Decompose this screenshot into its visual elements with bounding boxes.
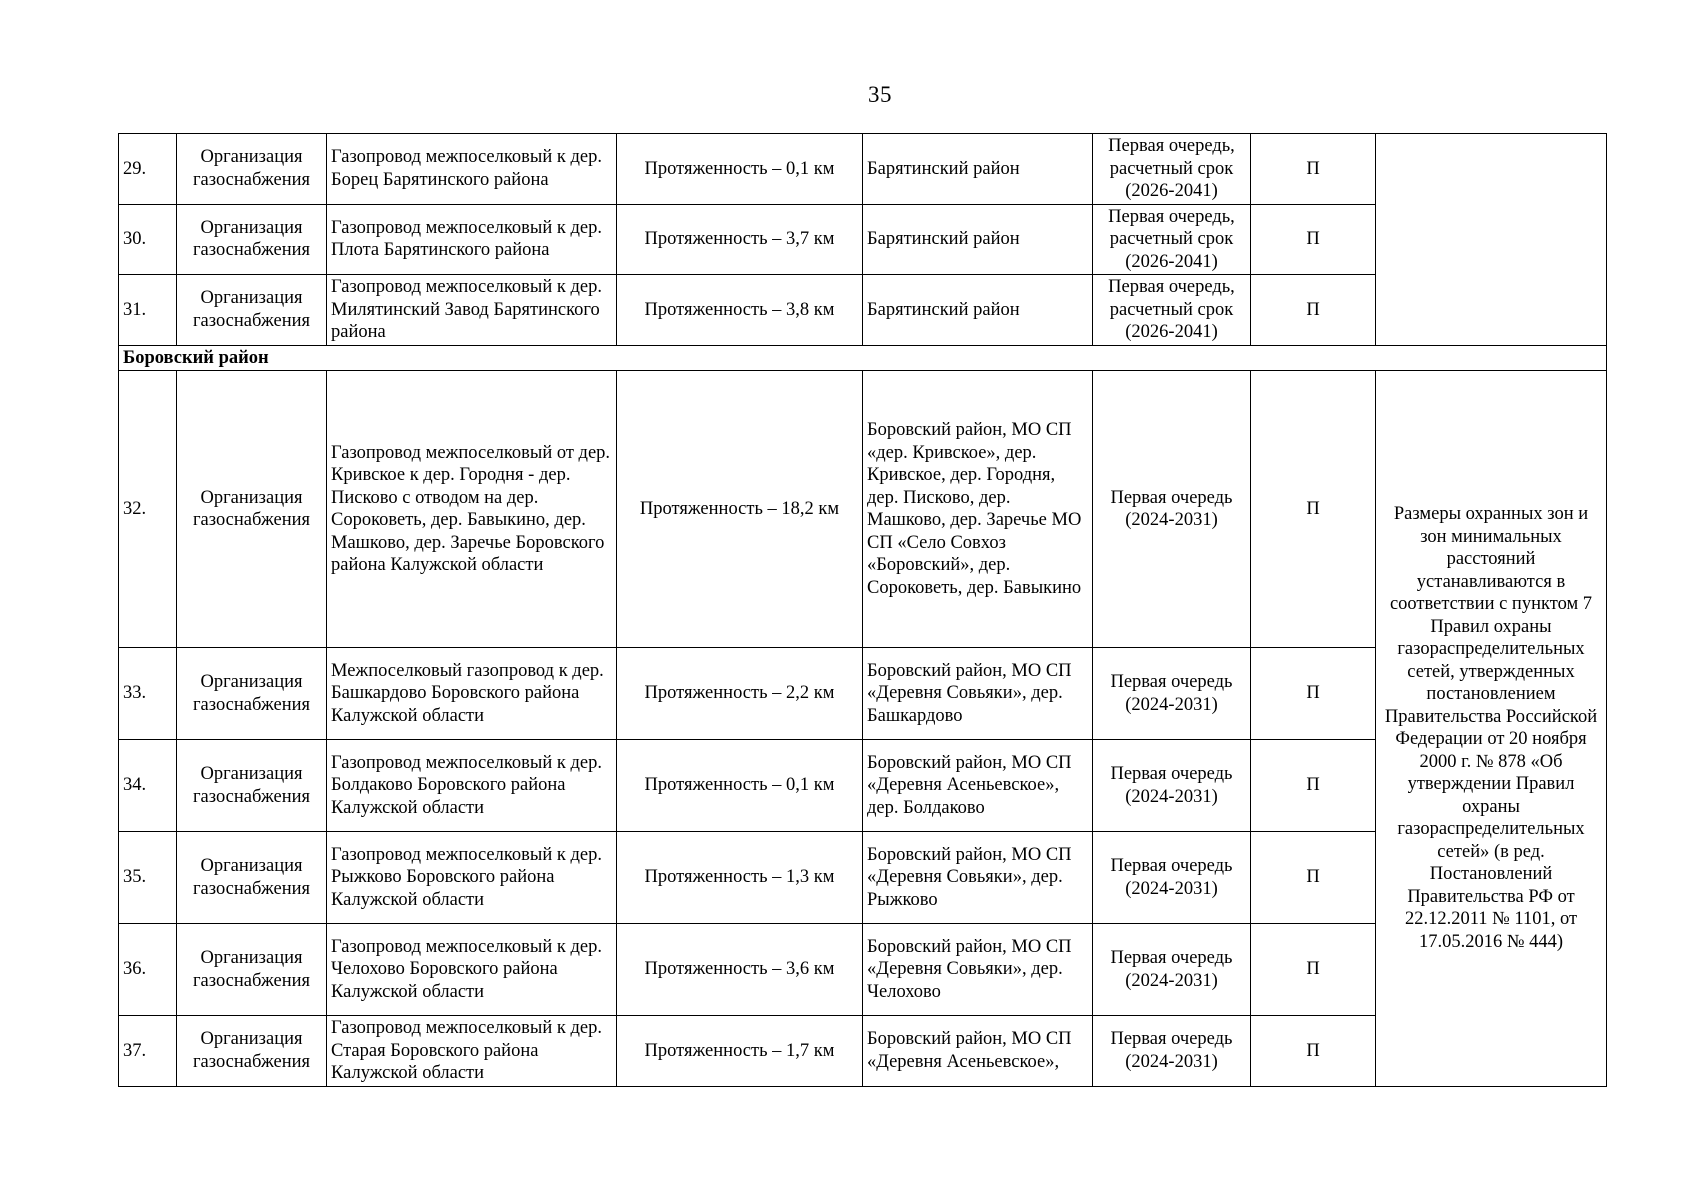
stage-cell: Первая очередь, расчетный срок (2026-2041) xyxy=(1093,134,1251,205)
object-name-cell: Газопровод межпоселковый к дер. Старая Боровского района Калужской области xyxy=(327,1016,617,1087)
organization-cell: Организация газоснабжения xyxy=(177,648,327,740)
row-number: 31. xyxy=(119,275,177,346)
status-cell: П xyxy=(1251,134,1376,205)
row-number: 35. xyxy=(119,832,177,924)
object-name-cell: Газопровод межпоселковый к дер. Челохово Боровского района Калужской области xyxy=(327,924,617,1016)
organization-cell: Организация газоснабжения xyxy=(177,204,327,275)
organization-cell: Организация газоснабжения xyxy=(177,134,327,205)
length-cell: Протяженность – 3,7 км xyxy=(617,204,863,275)
row-number: 36. xyxy=(119,924,177,1016)
length-cell: Протяженность – 18,2 км xyxy=(617,371,863,648)
table-row xyxy=(119,371,1607,648)
stage-cell: Первая очередь (2024-2031) xyxy=(1093,832,1251,924)
stage-cell: Первая очередь (2024-2031) xyxy=(1093,924,1251,1016)
location-cell: Боровский район, МО СП «Деревня Совьяки», дер. Челохово xyxy=(863,924,1093,1016)
row-number: 37. xyxy=(119,1016,177,1087)
location-cell: Боровский район, МО СП «дер. Кривское», дер. Кривское, дер. Городня, дер. Писково, дер. Машково, дер. Заречье МО СП «Село Совхоз «Боровский», дер. Сороковеть, дер. Бавыкино xyxy=(863,371,1093,648)
section-row xyxy=(119,345,1607,371)
length-cell: Протяженность – 3,6 км xyxy=(617,924,863,1016)
object-name-cell: Межпоселковый газопровод к дер. Башкардово Боровского района Калужской области xyxy=(327,648,617,740)
gas-pipeline-table xyxy=(118,133,1607,1087)
status-cell: П xyxy=(1251,275,1376,346)
status-cell: П xyxy=(1251,924,1376,1016)
organization-cell: Организация газоснабжения xyxy=(177,924,327,1016)
length-cell: Протяженность – 3,8 км xyxy=(617,275,863,346)
stage-cell: Первая очередь (2024-2031) xyxy=(1093,371,1251,648)
row-number: 32. xyxy=(119,371,177,648)
location-cell: Боровский район, МО СП «Деревня Совьяки», дер. Рыжково xyxy=(863,832,1093,924)
location-cell: Боровский район, МО СП «Деревня Асеньевское», дер. Болдаково xyxy=(863,740,1093,832)
object-name-cell: Газопровод межпоселковый к дер. Борец Барятинского района xyxy=(327,134,617,205)
empty-note-cell xyxy=(1376,134,1607,346)
stage-cell: Первая очередь (2024-2031) xyxy=(1093,1016,1251,1087)
status-cell: П xyxy=(1251,1016,1376,1087)
object-name-cell: Газопровод межпоселковый к дер. Болдаково Боровского района Калужской области xyxy=(327,740,617,832)
stage-cell: Первая очередь, расчетный срок (2026-2041) xyxy=(1093,204,1251,275)
status-cell: П xyxy=(1251,371,1376,648)
location-cell: Боровский район, МО СП «Деревня Асеньевское», xyxy=(863,1016,1093,1087)
length-cell: Протяженность – 2,2 км xyxy=(617,648,863,740)
row-number: 34. xyxy=(119,740,177,832)
organization-cell: Организация газоснабжения xyxy=(177,371,327,648)
length-cell: Протяженность – 0,1 км xyxy=(617,740,863,832)
length-cell: Протяженность – 1,3 км xyxy=(617,832,863,924)
row-number: 33. xyxy=(119,648,177,740)
location-cell: Барятинский район xyxy=(863,134,1093,205)
protection-note-cell: Размеры охранных зон и зон минимальных расстояний устанавливаются в соответствии с пунктом 7 Правил охраны газораспределительных сетей, утвержденных постановлением Правительства Российской Федерации от 20 ноября 2000 г. № 878 «Об утверждении Правил охраны газораспределительных сетей» (в ред. Постановлений Правительства РФ от 22.12.2011 № 1101, от 17.05.2016 № 444) xyxy=(1376,371,1607,1087)
row-number: 30. xyxy=(119,204,177,275)
location-cell: Барятинский район xyxy=(863,275,1093,346)
table-row xyxy=(119,134,1607,205)
stage-cell: Первая очередь (2024-2031) xyxy=(1093,648,1251,740)
status-cell: П xyxy=(1251,740,1376,832)
length-cell: Протяженность – 1,7 км xyxy=(617,1016,863,1087)
length-cell: Протяженность – 0,1 км xyxy=(617,134,863,205)
row-number: 29. xyxy=(119,134,177,205)
object-name-cell: Газопровод межпоселковый к дер. Рыжково Боровского района Калужской области xyxy=(327,832,617,924)
object-name-cell: Газопровод межпоселковый к дер. Милятинский Завод Барятинского района xyxy=(327,275,617,346)
organization-cell: Организация газоснабжения xyxy=(177,275,327,346)
organization-cell: Организация газоснабжения xyxy=(177,1016,327,1087)
location-cell: Боровский район, МО СП «Деревня Совьяки», дер. Башкардово xyxy=(863,648,1093,740)
object-name-cell: Газопровод межпоселковый к дер. Плота Барятинского района xyxy=(327,204,617,275)
page-number: 35 xyxy=(868,82,892,107)
section-title: Боровский район xyxy=(119,345,1607,371)
stage-cell: Первая очередь (2024-2031) xyxy=(1093,740,1251,832)
status-cell: П xyxy=(1251,648,1376,740)
status-cell: П xyxy=(1251,204,1376,275)
object-name-cell: Газопровод межпоселковый от дер. Кривское к дер. Городня - дер. Писково с отводом на дер. Сороковеть, дер. Бавыкино, дер. Машково, дер. Заречье Боровского района Калужской области xyxy=(327,371,617,648)
organization-cell: Организация газоснабжения xyxy=(177,740,327,832)
status-cell: П xyxy=(1251,832,1376,924)
organization-cell: Организация газоснабжения xyxy=(177,832,327,924)
stage-cell: Первая очередь, расчетный срок (2026-2041) xyxy=(1093,275,1251,346)
location-cell: Барятинский район xyxy=(863,204,1093,275)
